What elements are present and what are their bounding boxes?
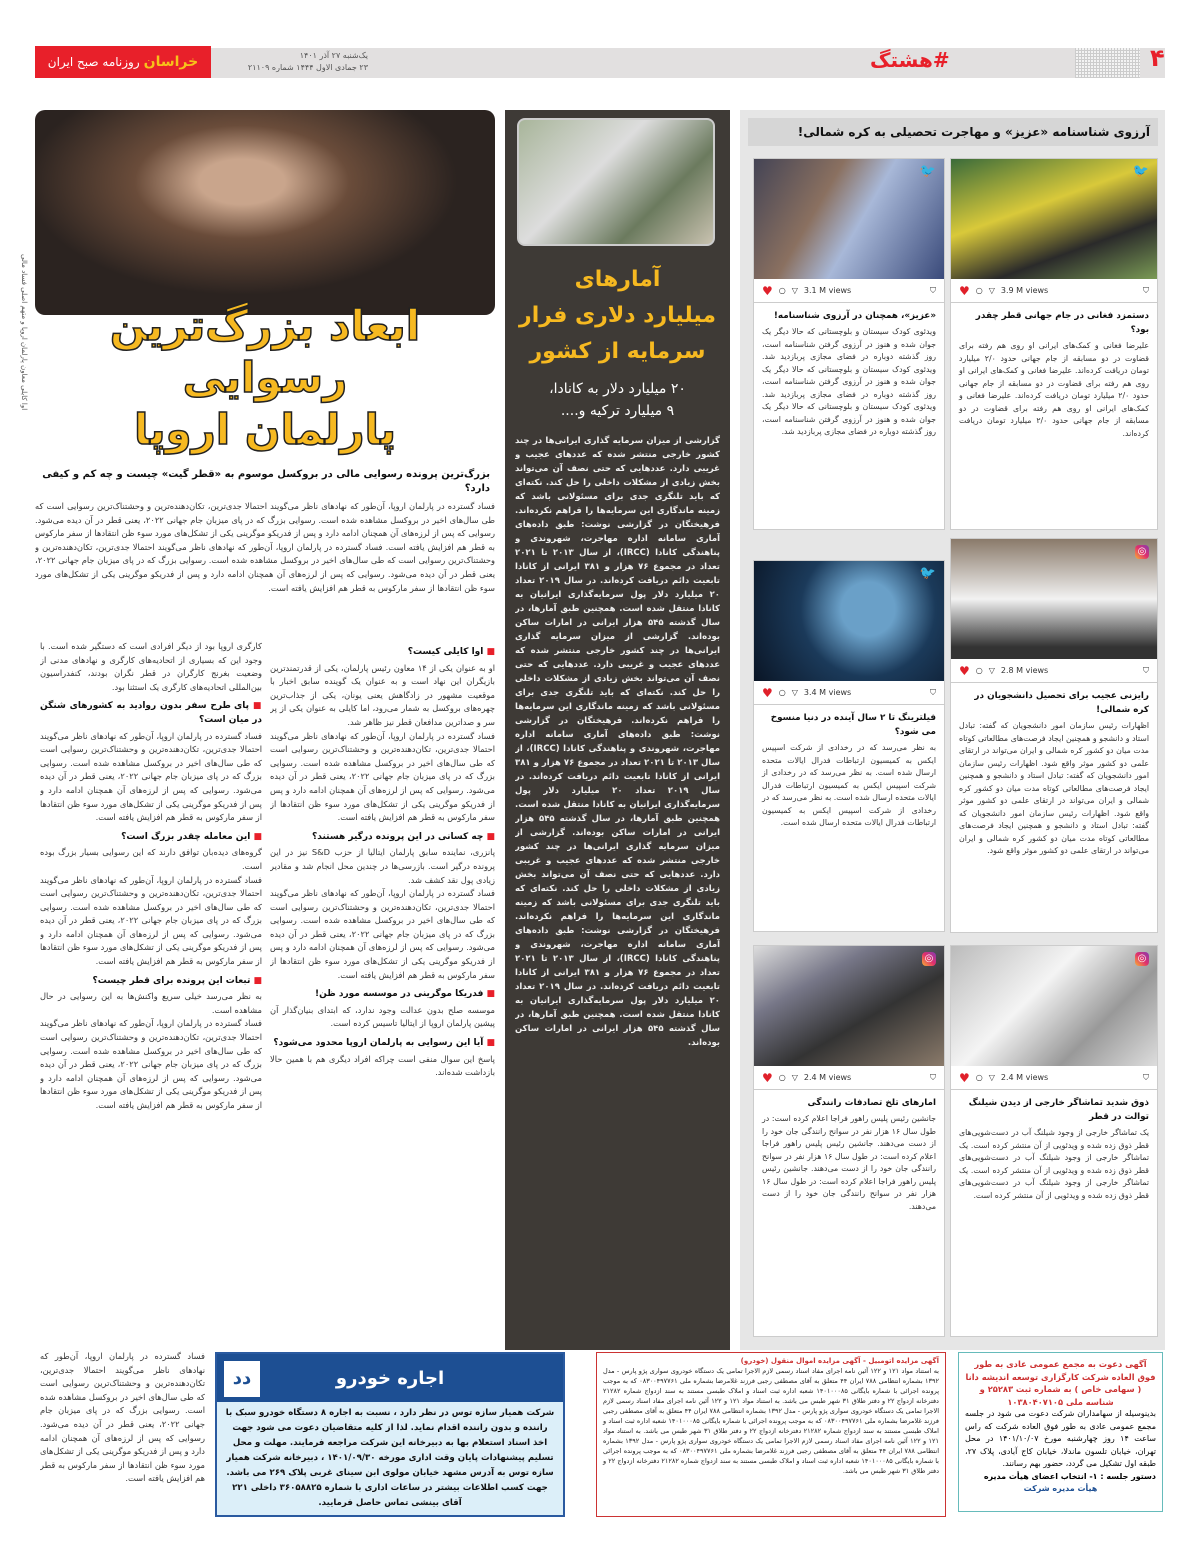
post-action-bar <box>754 279 944 303</box>
view-count: 2.8 M views <box>1000 666 1049 675</box>
body-text-cont: گزارشی از میزان سرمایه گذاری ایرانی‌ها در چند کشور خارجی منتشر شده که عددهای عجیب و غریبی دارد. عددهایی که حتی نصف آن می‌تواند بخش زیادی از مشکلات داخلی را حل کند. نکته‌ای که باید تلنگری جدی برای مسئولانی باشد که زمینه ماندگاری این سرمایه‌ها را فراهم نکرده‌اند. فرهیختگان در گزارشی نوشت: طبق داده‌های آماری سامانه اداره مهاجرت، شهروندی و پناهندگی کانادا (IRCC)، از سال ۲۰۱۳ تا ۲۰۲۱ تعداد در مجموع ۷۶ هزار و ۳۸۱ ایرانی از کانادا تابعیت دائم دریافت کرده‌اند. در سال ۲۰۱۹ تعداد ۲۰ میلیارد دلار پول سرمایه‌گذاری ایرانیان به کانادا منتقل شده است. همچنین طبق آمارها، در سال گذشته ۵۴۵ هزار ایرانی در امارات ساکن بوده‌اند. <box>515 632 720 838</box>
instagram-icon: ◎ <box>922 952 936 966</box>
auction-body-cont: به استناد مواد ۱۲۱ و ۱۲۲ آئین نامه اجرای مفاد اسناد رسمی لازم الاجرا تمامی یک دستگاه خودروی سواری پژو پارس - مدل ۱۳۹۲ بشماره انتظامی ۷۸۸ ایران ۴۴ متعلق به آقای مصطفی رجبی فرزند غلامرضا بشماره ملی ۰۸۳۰۰۴۹۷۷۶۱ که به موجب پرونده اجرائی با شماره بایگانی ۱۴۰۱۰۰۰۸۵ شعبه اداره ثبت اسناد و املاک طبسی مستند به سند ازدواج شماره ۲۱۲۸۲ دفترخانه ازدواج ۲۲ و دفتر طلاق ۳۱ شهر طبس می باشد. <box>603 1397 939 1435</box>
article-lead: بزرگ‌ترین پرونده رسوایی مالی در بروکسل موسوم به «قطر گیت» چیست و چه کم و کیفی دارد؟ <box>42 469 490 494</box>
post-body-text-cont: به نظر می‌رسد که در رخدادی از شرکت اسپیس ایکس به کمیسیون ارتباطات فدرال ایالات متحده ارسال شده است. <box>762 768 936 802</box>
instagram-icon: ◎ <box>1135 545 1149 559</box>
main-headline <box>35 300 495 456</box>
post-image <box>951 946 1157 1066</box>
heart-icon[interactable]: ♥ <box>762 1070 773 1085</box>
comment-icon[interactable]: ○ <box>778 688 786 697</box>
heart-icon[interactable]: ♥ <box>762 685 773 700</box>
auction-ad <box>596 1352 946 1517</box>
post-body <box>754 1113 944 1305</box>
article-continuation <box>40 1350 205 1515</box>
post-body-text-cont: اظهارات رئیس سازمان امور دانشجویان که گفته: تبادل استاد و دانشجو و همچنین ایجاد فرصت‌های مطالعاتی کوتاه مدت میان دو کشور کره شمالی و ایران می‌تواند در ارتقای علمی دو کشور موثر واقع شود. <box>959 808 1149 855</box>
section-body: گروه‌های دیده‌بان توافق دارند که این رسوایی بسیار بزرگ بوده است. <box>40 847 262 871</box>
post-body-text-cont: علیرضا فغانی و کمک‌های ایرانی او روی هم رفته برای قضاوت در دو مسابقه از جام جهانی حدود ۲/۰ میلیارد تومان دریافت کرده‌اند. <box>959 391 1149 438</box>
post-body-text: ویدئوی کودک سیستان و بلوچستانی که حالا دیگر یک جوان شده و هنوز در آرزوی گرفتن شناسنامه است، روز گذشته دوباره در فضای مجازی پربازدید شد. <box>762 327 936 361</box>
main-article-top <box>35 300 495 632</box>
auction-body: به استناد مواد ۱۲۱ و ۱۲۲ آئین نامه اجرای مفاد اسناد رسمی لازم الاجرا تمامی یک دستگاه خودروی سواری پژو پارس - مدل ۱۳۹۲ بشماره انتظامی ۷۸۸ ایران ۴۴ متعلق به آقای مصطفی رجبی فرزند غلامرضا بشماره ملی ۰۸۳۰۰۴۹۷۷۶۱ که به موجب پرونده اجرائی با شماره بایگانی ۱۴۰۱۰۰۰۸۵ شعبه اداره ثبت اسناد و املاک طبسی مستند به سند ازدواج شماره ۲۱۲۸۲ دفترخانه ازدواج ۲۲ و دفتر طلاق ۳۱ شهر طبس می باشد. <box>603 1367 939 1405</box>
comment-icon[interactable]: ○ <box>778 1073 786 1082</box>
comment-icon[interactable]: ○ <box>975 286 983 295</box>
view-count: 3.9 M views <box>1000 286 1049 295</box>
social-post-card[interactable] <box>753 158 945 530</box>
assembly-body: بدینوسیله از سهامداران شرکت دعوت می شود در جلسه مجمع عمومی عادی به طور فوق العاده شرکت که راس ساعت ۱۴ روز چهارشنبه مورخ ۱۴۰۱/۱۰/۰۷ در محل تهران، خیابان تلسون ماندلا، خیابان کاج آبادی، پلاک ۲۷، طبقه اول تشکیل می گردد، حضور بهم رسانند. <box>965 1409 1156 1468</box>
post-body-text-cont: به نظر می‌رسد که در رخدادی از شرکت اسپیس ایکس به کمیسیون ارتباطات فدرال ایالات متحده ارسال شده است. <box>761 793 936 827</box>
section-body: او به عنوان یکی از ۱۴ معاون رئیس پارلمان، یکی از قدرتمندترین بازیگران این نهاد است و به عنوان یک گوینده سابق اخبار با موقعیت مشهور در زادگاهش یعنی یونان، یکی از جذاب‌ترین چهره‌های بروکسل به شمار می‌رود، اما کایلی به عنوان یکی از پر سر و صداترین مدافعان قطر نیز ظاهر شد. <box>270 662 495 727</box>
social-post-card[interactable] <box>753 945 945 1337</box>
auction-title: آگهی مزایده اتومبیل - آگهی مزایده اموال منقول (خودرو) <box>740 1357 939 1365</box>
body-text-cont: گزارشی از میزان سرمایه گذاری ایرانی‌ها در چند کشور خارجی منتشر شده که عددهای عجیب و غریبی دارد. عددهایی که حتی نصف آن می‌تواند بخش زیادی از مشکلات داخلی را حل کند. نکته‌ای که باید تلنگری جدی برای مسئولانی باشد که زمینه ماندگاری این سرمایه‌ها را فراهم نکرده‌اند. فرهیختگان در گزارشی نوشت: طبق داده‌های آماری سامانه اداره مهاجرت، شهروندی و پناهندگی کانادا (IRCC)، از سال ۲۰۱۳ تا ۲۰۲۱ تعداد در مجموع ۷۶ هزار و ۳۸۱ ایرانی از کانادا تابعیت دائم دریافت کرده‌اند. در سال ۲۰۱۹ تعداد ۲۰ میلیارد دلار پول سرمایه‌گذاری ایرانیان به کانادا منتقل شده است. همچنین طبق آمارها، در سال گذشته ۵۴۵ هزار ایرانی در امارات ساکن بوده‌اند. <box>515 828 720 1048</box>
social-section-title: آرزوی شناسنامه «عزیز» و مهاجرت تحصیلی به کره شمالی! <box>748 118 1158 146</box>
section-body: فساد گسترده در پارلمان اروپا، آن‌طور که نهادهای ناظر می‌گویند احتمالا جدی‌ترین، تکان‌دهنده‌ترین و وحشتناک‌ترین رسوایی است که طی سال‌های اخیر در بروکسل مشاهده شده است. رسوایی بزرگ که در پای میزبان جام جهانی ۲۰۲۲، یعنی قطر در آن دیده می‌شود. رسوایی که پس از لرزه‌های آن همچنان ادامه دارد و پس از فدریکو موگرینی یکی از تشکل‌های مورد سوء ظن انتقادها از سفر مارکوس به قطر هم افزایش یافته است. <box>40 874 262 967</box>
post-body <box>951 720 1157 915</box>
car-rental-body: شرکت همیار سازه توس در نظر دارد ، نسبت به اجاره ۸ دستگاه خودرو سبک با راننده و بدون راننده اقدام نماید. لذا از کلیه متقاضیان دعوت می شود جهت اخذ اسناد استعلام بها به دبیرخانه این شرکت مراجعه فرمایند. مهلت و محل تسلیم پیشنهادات پایان وقت اداری مورخه ۱۴۰۱/۰۹/۳۰ ، دبیرخانه شرکت همیار سازه توس به آدرس مشهد خیابان مولوی ابن سینای غربی پلاک ۲۶۹ می باشد. جهت کسب اطلاعات بیشتر در ساعات اداری با شماره ۳۶۰۵۸۸۲۵ داخلی ۲۲۱ آقای بینشی تماس حاصل فرمایید. <box>225 1408 555 1508</box>
post-image <box>951 159 1157 279</box>
body-text: گزارشی از میزان سرمایه گذاری ایرانی‌ها در چند کشور خارجی منتشر شده که عددهای عجیب و غریبی دارد. عددهایی که حتی نصف آن می‌تواند بخش زیادی از مشکلات داخلی را حل کند. نکته‌ای که باید تلنگری جدی برای مسئولانی باشد که زمینه ماندگاری این سرمایه‌ها را فراهم نکرده‌اند. فرهیختگان در گزارشی نوشت: طبق داده‌های آماری سامانه اداره مهاجرت، شهروندی و پناهندگی کانادا (IRCC)، از سال ۲۰۱۳ تا ۲۰۲۱ تعداد در مجموع ۷۶ هزار و ۳۸۱ ایرانی از کانادا تابعیت دائم دریافت کرده‌اند. در سال ۲۰۱۹ تعداد ۲۰ میلیارد دلار پول سرمایه‌گذاری ایرانیان به کانادا منتقل شده است. همچنین طبق آمارها، در سال گذشته ۵۴۵ هزار ایرانی در امارات ساکن بوده‌اند. <box>515 436 720 642</box>
capital-flight-body <box>515 434 720 1342</box>
post-body-text-cont: اظهارات رئیس سازمان امور دانشجویان که گفته: تبادل استاد و دانشجو و همچنین ایجاد فرصت‌های مطالعاتی کوتاه مدت میان دو کشور کره شمالی و ایران می‌تواند در ارتقای علمی دو کشور موثر واقع شود. <box>959 758 1149 818</box>
intro-text: فساد گسترده در پارلمان اروپا، آن‌طور که نهادهای ناظر می‌گویند احتمالا جدی‌ترین، تکان‌دهنده‌ترین و وحشتناک‌ترین رسوایی است که طی سال‌های اخیر در بروکسل مشاهده شده است. رسوایی بزرگ که در پای میزبان جام جهانی ۲۰۲۲، یعنی قطر در آن دیده می‌شود. رسوایی که پس از لرزه‌های آن همچنان ادامه دارد و پس از فدریکو موگرینی یکی از تشکل‌های مورد سوء ظن انتقادها از سفر مارکوس به قطر هم افزایش یافته است. <box>35 501 495 552</box>
post-title: «عزیز»، همچنان در آرزوی شناسنامه! <box>773 311 936 321</box>
bookmark-icon[interactable]: ⛉ <box>930 285 936 295</box>
view-count: 2.4 M views <box>803 1073 852 1082</box>
post-body-text: علیرضا فغانی و کمک‌های ایرانی او روی هم رفته برای قضاوت در دو مسابقه از جام جهانی حدود ۲/۰ میلیارد تومان دریافت کرده‌اند. <box>959 341 1149 375</box>
capital-flight-subtitle <box>505 378 730 422</box>
twitter-icon: 🐦 <box>1132 164 1149 179</box>
post-body <box>951 1127 1157 1319</box>
view-count: 3.1 M views <box>803 286 852 295</box>
post-action-bar <box>754 681 944 705</box>
post-action-bar <box>754 1066 944 1090</box>
capital-flight-title <box>505 262 730 370</box>
paper-name: خراسان <box>143 54 199 70</box>
post-body-text-cont: علیرضا فغانی و کمک‌های ایرانی او روی هم رفته برای قضاوت در دو مسابقه از جام جهانی حدود ۲/۰ میلیارد تومان دریافت کرده‌اند. <box>959 366 1149 400</box>
paper-tagline: روزنامه صبح ایران <box>47 55 140 69</box>
post-body-text-cont: یک تماشاگر خارجی از وجود شیلنگ آب در دست‌شویی‌های قطر ذوق زده شده و ویدئویی از آن منتشر کرده است. <box>959 1140 1149 1175</box>
post-body <box>754 742 944 914</box>
article-column-left <box>40 640 262 1345</box>
post-body-text: یک تماشاگر خارجی از وجود شیلنگ آب در دست‌شویی‌های قطر ذوق زده شده و ویدئویی از آن منتشر کرده است. <box>959 1128 1149 1150</box>
twitter-icon: 🐦 <box>919 566 936 581</box>
headline-line-2: پارلمان اروپا <box>133 405 397 454</box>
page-number: ۴ <box>1150 44 1165 72</box>
subhead: ■ پای طرح سفر بدون روادید به کشورهای شنگن در میان است؟ <box>40 700 262 727</box>
subhead: ■ این معامله چقدر بزرگ است؟ <box>40 831 262 845</box>
instagram-icon: ◎ <box>1135 952 1149 966</box>
heart-icon[interactable]: ♥ <box>959 283 970 298</box>
post-body-text: جانشین رئیس پلیس راهور فراجا اعلام کرده است: در طول سال ۱۶ هزار نفر در سوانح رانندگی جان خود را از دست می‌دهند. <box>762 1114 937 1148</box>
title-line: آمارهای <box>574 267 661 292</box>
post-action-bar <box>951 1066 1157 1090</box>
share-icon[interactable]: ▽ <box>988 286 995 295</box>
subhead: ■ اوا کایلی کیست؟ <box>270 646 495 660</box>
social-post-card[interactable] <box>950 945 1158 1337</box>
car-rental-ad <box>215 1352 565 1517</box>
photo-caption: اوا کایلی معاون پارلمان اروپا و متهم اصلی فساد مالی <box>20 253 28 410</box>
car-rental-title: اجاره خودرو <box>217 1354 563 1402</box>
post-body <box>754 326 944 498</box>
post-image <box>951 539 1157 659</box>
post-title: ذوق شدید تماشاگر خارجی از دیدن شیلنگ توالت در قطر <box>968 1098 1149 1122</box>
subhead: ■ چه کسانی در این پرونده درگیر هستند؟ <box>270 831 495 845</box>
section-body: پانزری، نماینده سابق پارلمان ایتالیا از حزب S&D نیز در این پرونده درگیر است. بازرسی‌ها در چندین محل انجام شد و مقادیر زیادی پول نقد کشف شد. <box>270 847 495 885</box>
subtitle-line: ۹ میلیارد ترکیه و.... <box>560 403 675 419</box>
post-title: دستمزد فغانی در جام جهانی قطر چقدر بود؟ <box>975 311 1149 335</box>
post-body-text-cont: ویدئوی کودک سیستان و بلوچستانی که حالا دیگر یک جوان شده و هنوز در آرزوی گرفتن شناسنامه است، روز گذشته دوباره در فضای مجازی پربازدید شد. <box>762 402 936 436</box>
post-action-bar <box>951 279 1157 303</box>
twitter-icon: 🐦 <box>919 164 936 179</box>
post-title: امارهای تلخ تصادفات رانندگی <box>807 1098 936 1108</box>
post-action-bar <box>951 659 1157 683</box>
post-title: رایزنی عجیب برای تحصیل دانشجویان در کره شمالی! <box>974 691 1149 715</box>
date-line-2: ۲۳ جمادی الاول ۱۴۴۴ شماره ۲۱۱۰۹ <box>247 63 368 72</box>
section-body: موسسه صلح بدون عدالت وجود ندارد، که ابتدای بنیان‌گذار آن پیشین پارلمان اروپا از ایتالیا تاسیس کرده است. <box>270 1004 495 1029</box>
section-body: فساد گسترده در پارلمان اروپا، آن‌طور که نهادهای ناظر می‌گویند احتمالا جدی‌ترین، تکان‌دهنده‌ترین و وحشتناک‌ترین رسوایی است که طی سال‌های اخیر در بروکسل مشاهده شده است. رسوایی بزرگ که در پای میزبان جام جهانی ۲۰۲۲، یعنی قطر در آن دیده می‌شود. رسوایی که پس از لرزه‌های آن همچنان ادامه دارد و پس از فدریکو موگرینی یکی از تشکل‌های مورد سوء ظن انتقادها از سفر مارکوس به قطر هم افزایش یافته است. <box>40 1351 205 1484</box>
share-icon[interactable]: ▽ <box>988 666 995 675</box>
heart-icon[interactable]: ♥ <box>959 663 970 678</box>
subhead: ■ آیا این رسوایی به پارلمان اروپا محدود می‌شود؟ <box>270 1037 495 1051</box>
header-pattern <box>1075 48 1140 78</box>
article-intro <box>35 500 495 632</box>
bookmark-icon[interactable]: ⛉ <box>1143 285 1149 295</box>
bookmark-icon[interactable]: ⛉ <box>930 1072 936 1082</box>
headline-line-1: ابعاد بزرگ‌ترین رسوایی <box>109 301 421 402</box>
bookmark-icon[interactable]: ⛉ <box>930 687 936 697</box>
social-post-card[interactable] <box>950 538 1158 933</box>
post-image <box>754 946 944 1066</box>
post-body-text-cont: یک تماشاگر خارجی از وجود شیلنگ آب در دست‌شویی‌های قطر ذوق زده شده و ویدئویی از آن منتشر کرده است. <box>959 1165 1149 1200</box>
title-line: سرمایه از کشور <box>529 339 706 364</box>
assembly-notice-ad <box>958 1352 1163 1512</box>
subhead: ■ فدریکا موگرینی در موسسه مورد ظن! <box>270 988 495 1002</box>
assembly-signature: هیأت مدیره شرکت <box>1023 1484 1098 1493</box>
intro-text-cont: فساد گسترده در پارلمان اروپا، آن‌طور که نهادهای ناظر می‌گویند احتمالا جدی‌ترین، تکان‌دهنده‌ترین و وحشتناک‌ترین رسوایی است که طی سال‌های اخیر در بروکسل مشاهده شده است. رسوایی بزرگ که در پای میزبان جام جهانی ۲۰۲۲، یعنی قطر در آن دیده می‌شود. رسوایی که پس از لرزه‌های آن همچنان ادامه دارد و پس از فدریکو موگرینی یکی از تشکل‌های مورد سوء ظن انتقادها از سفر مارکوس به قطر هم افزایش یافته است. <box>35 541 495 593</box>
subhead: ■ تبعات این پرونده برای قطر چیست؟ <box>40 975 262 989</box>
social-post-card[interactable] <box>950 158 1158 530</box>
section-body: کارگری اروپا بود از دیگر افرادی است که دستگیر شده است. با وجود این که بسیاری از اتحادیه‌های کارگری و نهادهای مدنی از وضعیت بغرنج کارگران در قطر نگران بودند، کنفدراسیون بین‌المللی اتحادیه‌های کارگری یک استثنا بود. <box>40 641 262 692</box>
article-column-right <box>270 640 495 1340</box>
share-icon[interactable]: ▽ <box>791 286 798 295</box>
post-body <box>951 340 1157 512</box>
comment-icon[interactable]: ○ <box>778 286 786 295</box>
bookmark-icon[interactable]: ⛉ <box>1143 665 1149 675</box>
capital-flight-content <box>505 262 730 1342</box>
share-icon[interactable]: ▽ <box>791 1073 798 1082</box>
section-body: به نظر می‌رسد خیلی سریع واکنش‌ها به این رسوایی در حال مشاهده است. <box>40 991 262 1015</box>
share-icon[interactable]: ▽ <box>988 1073 995 1082</box>
bookmark-icon[interactable]: ⛉ <box>1143 1072 1149 1082</box>
section-body: فساد گسترده در پارلمان اروپا، آن‌طور که نهادهای ناظر می‌گویند احتمالا جدی‌ترین، تکان‌دهنده‌ترین و وحشتناک‌ترین رسوایی است که طی سال‌های اخیر در بروکسل مشاهده شده است. رسوایی بزرگ که در پای میزبان جام جهانی ۲۰۲۲، یعنی قطر در آن دیده می‌شود. رسوایی که پس از لرزه‌های آن همچنان ادامه دارد و پس از فدریکو موگرینی یکی از تشکل‌های مورد سوء ظن انتقادها از سفر مارکوس به قطر هم افزایش یافته است. <box>270 730 495 823</box>
section-body: فساد گسترده در پارلمان اروپا، آن‌طور که نهادهای ناظر می‌گویند احتمالا جدی‌ترین، تکان‌دهنده‌ترین و وحشتناک‌ترین رسوایی است که طی سال‌های اخیر در بروکسل مشاهده شده است. رسوایی بزرگ که در پای میزبان جام جهانی ۲۰۲۲، یعنی قطر در آن دیده می‌شود. رسوایی که پس از لرزه‌های آن همچنان ادامه دارد و پس از فدریکو موگرینی یکی از تشکل‌های مورد سوء ظن انتقادها از سفر مارکوس به قطر هم افزایش یافته است. <box>40 730 262 823</box>
section-body: فساد گسترده در پارلمان اروپا، آن‌طور که نهادهای ناظر می‌گویند احتمالا جدی‌ترین، تکان‌دهنده‌ترین و وحشتناک‌ترین رسوایی است که طی سال‌های اخیر در بروکسل مشاهده شده است. رسوایی بزرگ که در پای میزبان جام جهانی ۲۰۲۲، یعنی قطر در آن دیده می‌شود. رسوایی که پس از لرزه‌های آن همچنان ادامه دارد و پس از فدریکو موگرینی یکی از تشکل‌های مورد سوء ظن انتقادها از سفر مارکوس به قطر هم افزایش یافته است. <box>270 888 495 980</box>
post-image <box>754 159 944 279</box>
section-body: پاسخ این سوال منفی است چراکه افراد دیگری هم با همین حالا بازداشت شده‌اند. <box>270 1053 495 1078</box>
title-line: میلیارد دلاری فرار <box>519 303 716 328</box>
assembly-title: آگهی دعوت به مجمع عمومی عادی به طور فوق العاده شرکت کارگزاری توسعه اندیشه دانا ( سهامی خاص ) به شماره ثبت ۲۵۲۸۳ و شناسه ملی ۱۰۳۸۰۴۰۷۱۰۵ <box>965 1359 1156 1407</box>
comment-icon[interactable]: ○ <box>975 1073 983 1082</box>
comment-icon[interactable]: ○ <box>975 666 983 675</box>
post-title: فیلترینگ تا ۲ سال آینده در دنیا منسوخ می شود؟ <box>770 713 936 737</box>
post-image <box>754 561 944 681</box>
company-logo: دد <box>223 1360 261 1398</box>
assembly-agenda: دستور جلسه : ۱- انتخاب اعضای هیأت مدیره <box>983 1471 1156 1481</box>
section-title: #هشتگ <box>870 48 950 72</box>
newspaper-logo <box>35 46 211 78</box>
post-body-text-cont: جانشین رئیس پلیس راهور فراجا اعلام کرده است: در طول سال ۱۶ هزار نفر در سوانح رانندگی جان خود را از دست می‌دهند. <box>762 1139 937 1173</box>
subtitle-line: ۲۰ میلیارد دلار به کانادا، <box>549 381 686 397</box>
social-post-card[interactable] <box>753 560 945 932</box>
post-body-text: به نظر می‌رسد که در رخدادی از شرکت اسپیس ایکس به کمیسیون ارتباطات فدرال ایالات متحده ارسال شده است. <box>762 743 936 777</box>
heart-icon[interactable]: ♥ <box>959 1070 970 1085</box>
auction-body-cont: به استناد مواد ۱۲۱ و ۱۲۲ آئین نامه اجرای مفاد اسناد رسمی لازم الاجرا تمامی یک دستگاه خودروی سواری پژو پارس - مدل ۱۳۹۲ بشماره انتظامی ۷۸۸ ایران ۴۴ متعلق به آقای مصطفی رجبی فرزند غلامرضا بشماره ملی ۰۸۳۰۰۴۹۷۷۶۱ که به موجب پرونده اجرائی با شماره بایگانی ۱۴۰۱۰۰۰۸۵ شعبه اداره ثبت اسناد و املاک طبسی مستند به سند ازدواج شماره ۲۱۲۸۲ دفترخانه ازدواج ۲۲ و دفتر طلاق ۳۱ شهر طبس می باشد. <box>603 1427 939 1475</box>
date-line-1: یک‌شنبه ۲۷ آذر ۱۴۰۱ <box>299 51 368 60</box>
post-body-text-cont: ویدئوی کودک سیستان و بلوچستانی که حالا دیگر یک جوان شده و هنوز در آرزوی گرفتن شناسنامه است، روز گذشته دوباره در فضای مجازی پربازدید شد. <box>762 364 936 399</box>
heart-icon[interactable]: ♥ <box>762 283 773 298</box>
view-count: 2.4 M views <box>1000 1073 1049 1082</box>
share-icon[interactable]: ▽ <box>791 688 798 697</box>
section-body: فساد گسترده در پارلمان اروپا، آن‌طور که نهادهای ناظر می‌گویند احتمالا جدی‌ترین، تکان‌دهنده‌ترین و وحشتناک‌ترین رسوایی است که طی سال‌های اخیر در بروکسل مشاهده شده است. رسوایی بزرگ که در پای میزبان جام جهانی ۲۰۲۲، یعنی قطر در آن دیده می‌شود. رسوایی که پس از لرزه‌های آن همچنان ادامه دارد و پس از فدریکو موگرینی یکی از تشکل‌های مورد سوء ظن انتقادها از سفر مارکوس به قطر هم افزایش یافته است. <box>40 1018 262 1110</box>
dollar-photo <box>517 118 715 246</box>
post-body-text: اظهارات رئیس سازمان امور دانشجویان که گفته: تبادل استاد و دانشجو و همچنین ایجاد فرصت‌های مطالعاتی کوتاه مدت میان دو کشور کره شمالی و ایران می‌تواند در ارتقای علمی دو کشور موثر واقع شود. <box>959 721 1150 768</box>
view-count: 3.4 M views <box>803 688 852 697</box>
post-body-text-cont: جانشین رئیس پلیس راهور فراجا اعلام کرده است: در طول سال ۱۶ هزار نفر در سوانح رانندگی جان خود را از دست می‌دهند. <box>762 1164 936 1211</box>
main-article-photo <box>35 110 495 315</box>
issue-date <box>218 50 368 74</box>
